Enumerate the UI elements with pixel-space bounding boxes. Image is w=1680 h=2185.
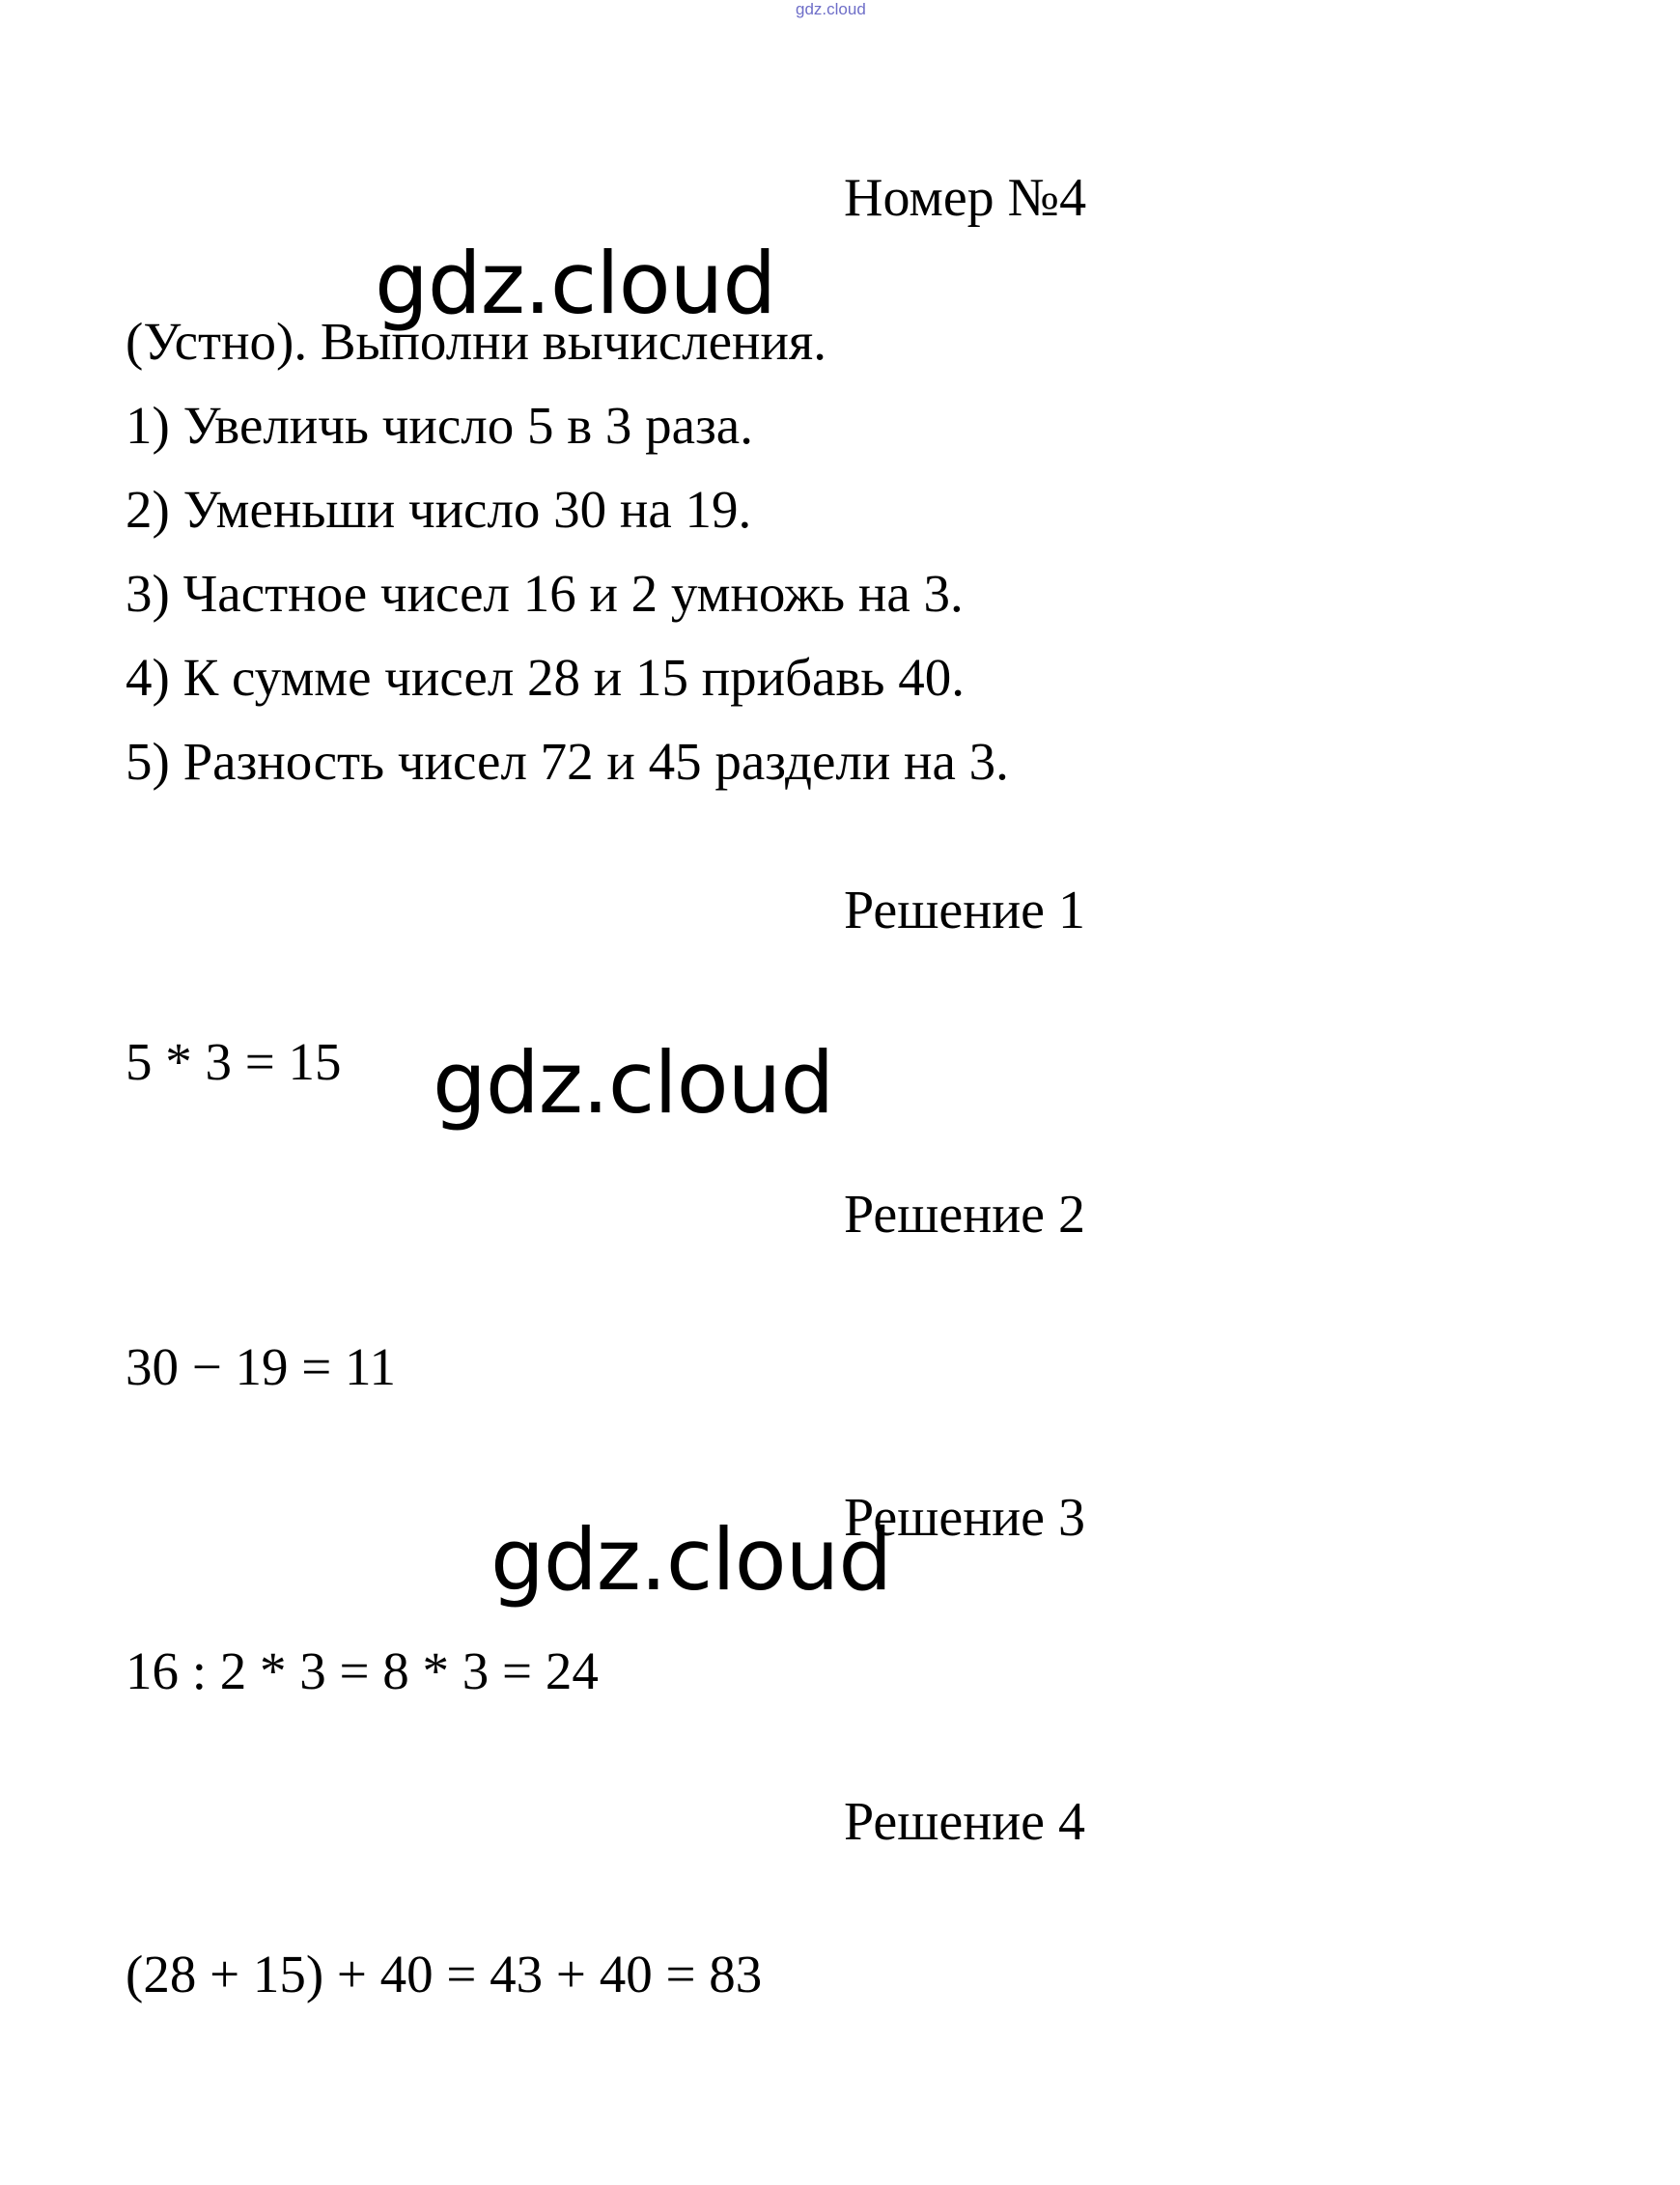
solution-heading-3: Решение 3 [844,1488,1086,1548]
solution-answer-1: 5 * 3 = 15 [126,1032,342,1091]
watermark-logo: gdz.cloud [490,1510,892,1610]
task-intro: (Устно). Выполни вычисления. [126,312,826,371]
task-item-5: 5) Разность чисел 72 и 45 раздели на 3. [126,732,1009,791]
task-item-2: 2) Уменьши число 30 на 19. [126,480,752,539]
solution-answer-4: (28 + 15) + 40 = 43 + 40 = 83 [126,1945,763,2003]
task-item-3: 3) Частное чисел 16 и 2 умножь на 3. [126,564,964,623]
task-item-1: 1) Увеличь число 5 в 3 раза. [126,396,753,455]
solution-heading-4: Решение 4 [844,1792,1086,1852]
task-item-4: 4) К сумме чисел 28 и 15 прибавь 40. [126,648,966,707]
solution-answer-2: 30 − 19 = 11 [126,1337,396,1396]
watermark-logo: gdz.cloud [375,234,776,333]
page-title: Номер №4 [844,168,1087,228]
solution-heading-2: Решение 2 [844,1185,1086,1245]
watermark-logo: gdz.cloud [433,1033,834,1133]
solution-heading-1: Решение 1 [844,881,1086,940]
site-mark: gdz.cloud [796,0,866,18]
solution-answer-3: 16 : 2 * 3 = 8 * 3 = 24 [126,1641,599,1700]
